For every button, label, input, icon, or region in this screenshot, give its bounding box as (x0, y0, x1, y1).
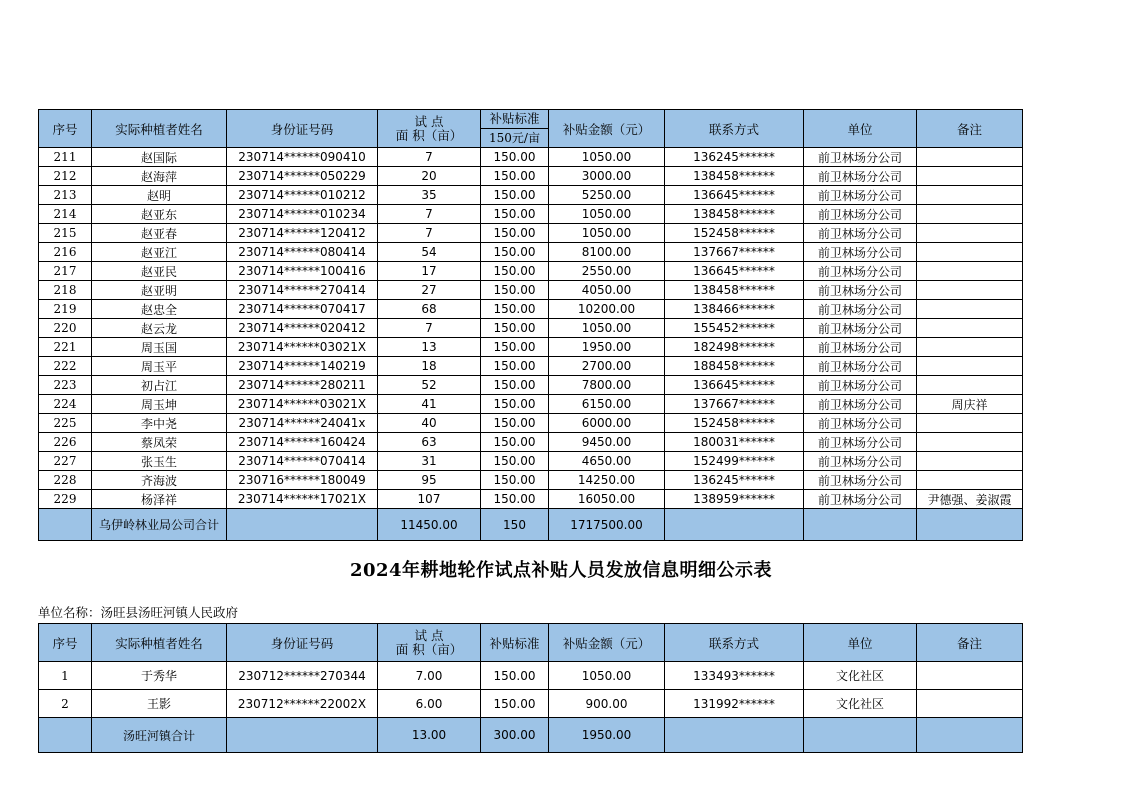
cell-note (917, 319, 1023, 338)
cell-standard: 150.00 (481, 490, 549, 509)
cell-amount: 7800.00 (549, 376, 665, 395)
total-unit-cell (804, 509, 917, 541)
cell-unit: 前卫林场分公司 (804, 319, 917, 338)
table-row (39, 319, 1023, 338)
cell-amount: 900.00 (549, 690, 665, 718)
table-row (39, 662, 1023, 690)
cell-contact: 138458****** (665, 281, 804, 300)
cell-contact: 131992****** (665, 690, 804, 718)
total-id-cell (227, 718, 378, 753)
total-note-cell (917, 509, 1023, 541)
cell-note (917, 205, 1023, 224)
cell-amount: 9450.00 (549, 433, 665, 452)
cell-id: 230714******010212 (227, 186, 378, 205)
cell-seq: 224 (39, 395, 92, 414)
cell-unit: 前卫林场分公司 (804, 300, 917, 319)
cell-area: 7 (378, 224, 481, 243)
cell-note: 周庆祥 (917, 395, 1023, 414)
cell-seq: 225 (39, 414, 92, 433)
header-note: 备注 (917, 624, 1023, 662)
cell-name: 初占江 (92, 376, 227, 395)
cell-seq: 215 (39, 224, 92, 243)
cell-area: 7 (378, 148, 481, 167)
cell-name: 赵亚江 (92, 243, 227, 262)
header-id: 身份证号码 (227, 110, 378, 148)
cell-contact: 180031****** (665, 433, 804, 452)
cell-area: 54 (378, 243, 481, 262)
cell-unit: 文化社区 (804, 690, 917, 718)
cell-seq: 212 (39, 167, 92, 186)
cell-note (917, 433, 1023, 452)
cell-name: 李中尧 (92, 414, 227, 433)
cell-name: 周玉国 (92, 338, 227, 357)
cell-standard: 150.00 (481, 338, 549, 357)
table-row (39, 433, 1023, 452)
cell-unit: 前卫林场分公司 (804, 224, 917, 243)
cell-name: 杨泽祥 (92, 490, 227, 509)
cell-name: 赵忠全 (92, 300, 227, 319)
cell-standard: 150.00 (481, 186, 549, 205)
header-note: 备注 (917, 110, 1023, 148)
cell-note (917, 414, 1023, 433)
table-row (39, 490, 1023, 509)
table-row (39, 243, 1023, 262)
header-area-line2: 面 积（亩） (395, 641, 463, 657)
cell-note (917, 338, 1023, 357)
header-unit: 单位 (804, 110, 917, 148)
cell-id: 230714******140219 (227, 357, 378, 376)
cell-standard: 150.00 (481, 414, 549, 433)
cell-id: 230714******120412 (227, 224, 378, 243)
cell-contact: 136645****** (665, 186, 804, 205)
cell-unit: 前卫林场分公司 (804, 490, 917, 509)
cell-amount: 1050.00 (549, 224, 665, 243)
cell-note (917, 690, 1023, 718)
cell-amount: 4650.00 (549, 452, 665, 471)
cell-id: 230714******010234 (227, 205, 378, 224)
total-area: 13.00 (378, 718, 481, 753)
total-area: 11450.00 (378, 509, 481, 541)
cell-name: 赵明 (92, 186, 227, 205)
table-row (39, 395, 1023, 414)
cell-unit: 前卫林场分公司 (804, 338, 917, 357)
cell-id: 230714******03021X (227, 395, 378, 414)
total-unit-cell (804, 718, 917, 753)
cell-unit: 文化社区 (804, 662, 917, 690)
cell-unit: 前卫林场分公司 (804, 281, 917, 300)
cell-area: 18 (378, 357, 481, 376)
cell-id: 230714******270414 (227, 281, 378, 300)
cell-seq: 227 (39, 452, 92, 471)
total-standard: 150 (481, 509, 549, 541)
cell-seq: 223 (39, 376, 92, 395)
cell-name: 周玉坤 (92, 395, 227, 414)
header-amount: 补贴金额（元） (549, 624, 665, 662)
cell-unit: 前卫林场分公司 (804, 186, 917, 205)
cell-name: 于秀华 (92, 662, 227, 690)
cell-unit: 前卫林场分公司 (804, 376, 917, 395)
table-row (39, 471, 1023, 490)
table-row (39, 414, 1023, 433)
header-area (378, 110, 481, 148)
cell-standard: 150.00 (481, 300, 549, 319)
cell-contact: 136645****** (665, 376, 804, 395)
cell-note (917, 186, 1023, 205)
cell-id: 230714******24041x (227, 414, 378, 433)
table-row (39, 338, 1023, 357)
cell-standard: 150.00 (481, 281, 549, 300)
cell-contact: 136245****** (665, 148, 804, 167)
table-row (39, 167, 1023, 186)
cell-id: 230714******020412 (227, 319, 378, 338)
cell-area: 41 (378, 395, 481, 414)
header-standard: 补贴标准 (481, 624, 549, 662)
total-row (39, 718, 1023, 753)
cell-amount: 5250.00 (549, 186, 665, 205)
cell-seq: 219 (39, 300, 92, 319)
cell-note (917, 281, 1023, 300)
table-row (39, 300, 1023, 319)
header-unit: 单位 (804, 624, 917, 662)
header-contact: 联系方式 (665, 110, 804, 148)
cell-id: 230714******03021X (227, 338, 378, 357)
cell-unit: 前卫林场分公司 (804, 452, 917, 471)
cell-note (917, 148, 1023, 167)
cell-contact: 155452****** (665, 319, 804, 338)
cell-contact: 137667****** (665, 243, 804, 262)
cell-seq: 211 (39, 148, 92, 167)
cell-name: 赵海萍 (92, 167, 227, 186)
cell-contact: 182498****** (665, 338, 804, 357)
cell-amount: 8100.00 (549, 243, 665, 262)
header-area-line1: 试 点 (414, 627, 444, 643)
cell-area: 27 (378, 281, 481, 300)
cell-standard: 150.00 (481, 471, 549, 490)
subsidy-table-2 (38, 623, 1023, 753)
cell-unit: 前卫林场分公司 (804, 243, 917, 262)
cell-amount: 3000.00 (549, 167, 665, 186)
cell-area: 35 (378, 186, 481, 205)
cell-amount: 1050.00 (549, 148, 665, 167)
header-seq: 序号 (39, 624, 92, 662)
total-contact-cell (665, 718, 804, 753)
cell-area: 31 (378, 452, 481, 471)
cell-area: 13 (378, 338, 481, 357)
cell-unit: 前卫林场分公司 (804, 262, 917, 281)
unit-name-label: 单位名称：汤旺县汤旺河镇人民政府 (38, 605, 239, 620)
cell-standard: 150.00 (481, 452, 549, 471)
cell-note (917, 662, 1023, 690)
cell-standard: 150.00 (481, 690, 549, 718)
cell-amount: 6000.00 (549, 414, 665, 433)
cell-area: 7 (378, 319, 481, 338)
cell-id: 230712******22002X (227, 690, 378, 718)
cell-standard: 150.00 (481, 205, 549, 224)
cell-note (917, 243, 1023, 262)
cell-seq: 216 (39, 243, 92, 262)
cell-seq: 229 (39, 490, 92, 509)
cell-name: 齐海波 (92, 471, 227, 490)
cell-name: 王影 (92, 690, 227, 718)
cell-seq: 221 (39, 338, 92, 357)
header-amount: 补贴金额（元） (549, 110, 665, 148)
cell-note (917, 357, 1023, 376)
cell-standard: 150.00 (481, 224, 549, 243)
cell-area: 63 (378, 433, 481, 452)
total-label: 乌伊岭林业局公司合计 (92, 509, 227, 541)
cell-name: 周玉平 (92, 357, 227, 376)
cell-area: 40 (378, 414, 481, 433)
cell-id: 230714******100416 (227, 262, 378, 281)
cell-note (917, 167, 1023, 186)
cell-amount: 1050.00 (549, 662, 665, 690)
table-header-row (39, 110, 1023, 148)
cell-unit: 前卫林场分公司 (804, 357, 917, 376)
cell-area: 95 (378, 471, 481, 490)
cell-amount: 2550.00 (549, 262, 665, 281)
cell-contact: 152458****** (665, 224, 804, 243)
cell-note (917, 376, 1023, 395)
cell-note: 尹德强、姜淑霞 (917, 490, 1023, 509)
cell-seq: 213 (39, 186, 92, 205)
header-area (378, 624, 481, 662)
table-row (39, 690, 1023, 718)
header-name: 实际种植者姓名 (92, 110, 227, 148)
cell-note (917, 452, 1023, 471)
table-row (39, 148, 1023, 167)
table-row (39, 205, 1023, 224)
total-contact-cell (665, 509, 804, 541)
cell-id: 230714******280211 (227, 376, 378, 395)
table-row (39, 224, 1023, 243)
cell-standard: 150.00 (481, 243, 549, 262)
cell-area: 68 (378, 300, 481, 319)
cell-amount: 4050.00 (549, 281, 665, 300)
cell-amount: 1050.00 (549, 205, 665, 224)
cell-seq: 217 (39, 262, 92, 281)
total-note-cell (917, 718, 1023, 753)
cell-unit: 前卫林场分公司 (804, 471, 917, 490)
header-area-line1: 试 点 (414, 113, 444, 129)
cell-id: 230714******050229 (227, 167, 378, 186)
cell-area: 107 (378, 490, 481, 509)
table-row (39, 262, 1023, 281)
cell-contact: 138458****** (665, 205, 804, 224)
cell-standard: 150.00 (481, 376, 549, 395)
cell-standard: 150.00 (481, 148, 549, 167)
cell-id: 230714******080414 (227, 243, 378, 262)
cell-seq: 1 (39, 662, 92, 690)
cell-amount: 16050.00 (549, 490, 665, 509)
header-contact: 联系方式 (665, 624, 804, 662)
cell-unit: 前卫林场分公司 (804, 395, 917, 414)
cell-contact: 138458****** (665, 167, 804, 186)
total-amount: 1717500.00 (549, 509, 665, 541)
header-area-line2: 面 积（亩） (395, 127, 463, 143)
cell-area: 7 (378, 205, 481, 224)
total-seq-cell (39, 718, 92, 753)
cell-id: 230714******160424 (227, 433, 378, 452)
header-name: 实际种植者姓名 (92, 624, 227, 662)
table-title: 2024年耕地轮作试点补贴人员发放信息明细公示表 (349, 560, 773, 581)
cell-unit: 前卫林场分公司 (804, 433, 917, 452)
header-id: 身份证号码 (227, 624, 378, 662)
cell-seq: 220 (39, 319, 92, 338)
cell-contact: 133493****** (665, 662, 804, 690)
cell-amount: 10200.00 (549, 300, 665, 319)
cell-contact: 138466****** (665, 300, 804, 319)
header-standard-value: 150元/亩 (489, 131, 540, 145)
cell-id: 230712******270344 (227, 662, 378, 690)
cell-standard: 150.00 (481, 319, 549, 338)
cell-name: 赵亚东 (92, 205, 227, 224)
cell-name: 赵亚明 (92, 281, 227, 300)
cell-seq: 222 (39, 357, 92, 376)
cell-seq: 228 (39, 471, 92, 490)
cell-amount: 6150.00 (549, 395, 665, 414)
cell-unit: 前卫林场分公司 (804, 167, 917, 186)
cell-standard: 150.00 (481, 395, 549, 414)
total-id-cell (227, 509, 378, 541)
cell-area: 20 (378, 167, 481, 186)
subsidy-table-1 (38, 109, 1023, 541)
table-row (39, 452, 1023, 471)
cell-note (917, 300, 1023, 319)
cell-area: 6.00 (378, 690, 481, 718)
total-seq-cell (39, 509, 92, 541)
header-standard-label: 补贴标准 (481, 110, 548, 129)
cell-unit: 前卫林场分公司 (804, 205, 917, 224)
cell-contact: 136245****** (665, 471, 804, 490)
table-row (39, 357, 1023, 376)
cell-amount: 1050.00 (549, 319, 665, 338)
cell-note (917, 224, 1023, 243)
cell-unit: 前卫林场分公司 (804, 414, 917, 433)
cell-contact: 152458****** (665, 414, 804, 433)
total-row (39, 509, 1023, 541)
cell-amount: 1950.00 (549, 338, 665, 357)
cell-seq: 218 (39, 281, 92, 300)
cell-seq: 214 (39, 205, 92, 224)
cell-seq: 226 (39, 433, 92, 452)
cell-contact: 188458****** (665, 357, 804, 376)
cell-contact: 136645****** (665, 262, 804, 281)
cell-area: 17 (378, 262, 481, 281)
cell-name: 赵云龙 (92, 319, 227, 338)
cell-id: 230714******17021X (227, 490, 378, 509)
table-row (39, 281, 1023, 300)
cell-note (917, 471, 1023, 490)
cell-amount: 2700.00 (549, 357, 665, 376)
cell-area: 52 (378, 376, 481, 395)
cell-id: 230716******180049 (227, 471, 378, 490)
cell-name: 赵亚民 (92, 262, 227, 281)
cell-name: 赵国际 (92, 148, 227, 167)
cell-contact: 152499****** (665, 452, 804, 471)
cell-name: 张玉生 (92, 452, 227, 471)
cell-standard: 150.00 (481, 357, 549, 376)
cell-contact: 138959****** (665, 490, 804, 509)
cell-note (917, 262, 1023, 281)
cell-name: 蔡凤荣 (92, 433, 227, 452)
cell-standard: 150.00 (481, 433, 549, 452)
cell-standard: 150.00 (481, 662, 549, 690)
total-standard: 300.00 (481, 718, 549, 753)
cell-id: 230714******070414 (227, 452, 378, 471)
total-label: 汤旺河镇合计 (92, 718, 227, 753)
header-standard (481, 110, 549, 148)
cell-standard: 150.00 (481, 167, 549, 186)
cell-standard: 150.00 (481, 262, 549, 281)
cell-id: 230714******070417 (227, 300, 378, 319)
cell-amount: 14250.00 (549, 471, 665, 490)
table-row (39, 186, 1023, 205)
cell-contact: 137667****** (665, 395, 804, 414)
cell-area: 7.00 (378, 662, 481, 690)
table-header-row (39, 624, 1023, 662)
cell-id: 230714******090410 (227, 148, 378, 167)
cell-name: 赵亚春 (92, 224, 227, 243)
table-row (39, 376, 1023, 395)
total-amount: 1950.00 (549, 718, 665, 753)
cell-unit: 前卫林场分公司 (804, 148, 917, 167)
header-seq: 序号 (39, 110, 92, 148)
cell-seq: 2 (39, 690, 92, 718)
